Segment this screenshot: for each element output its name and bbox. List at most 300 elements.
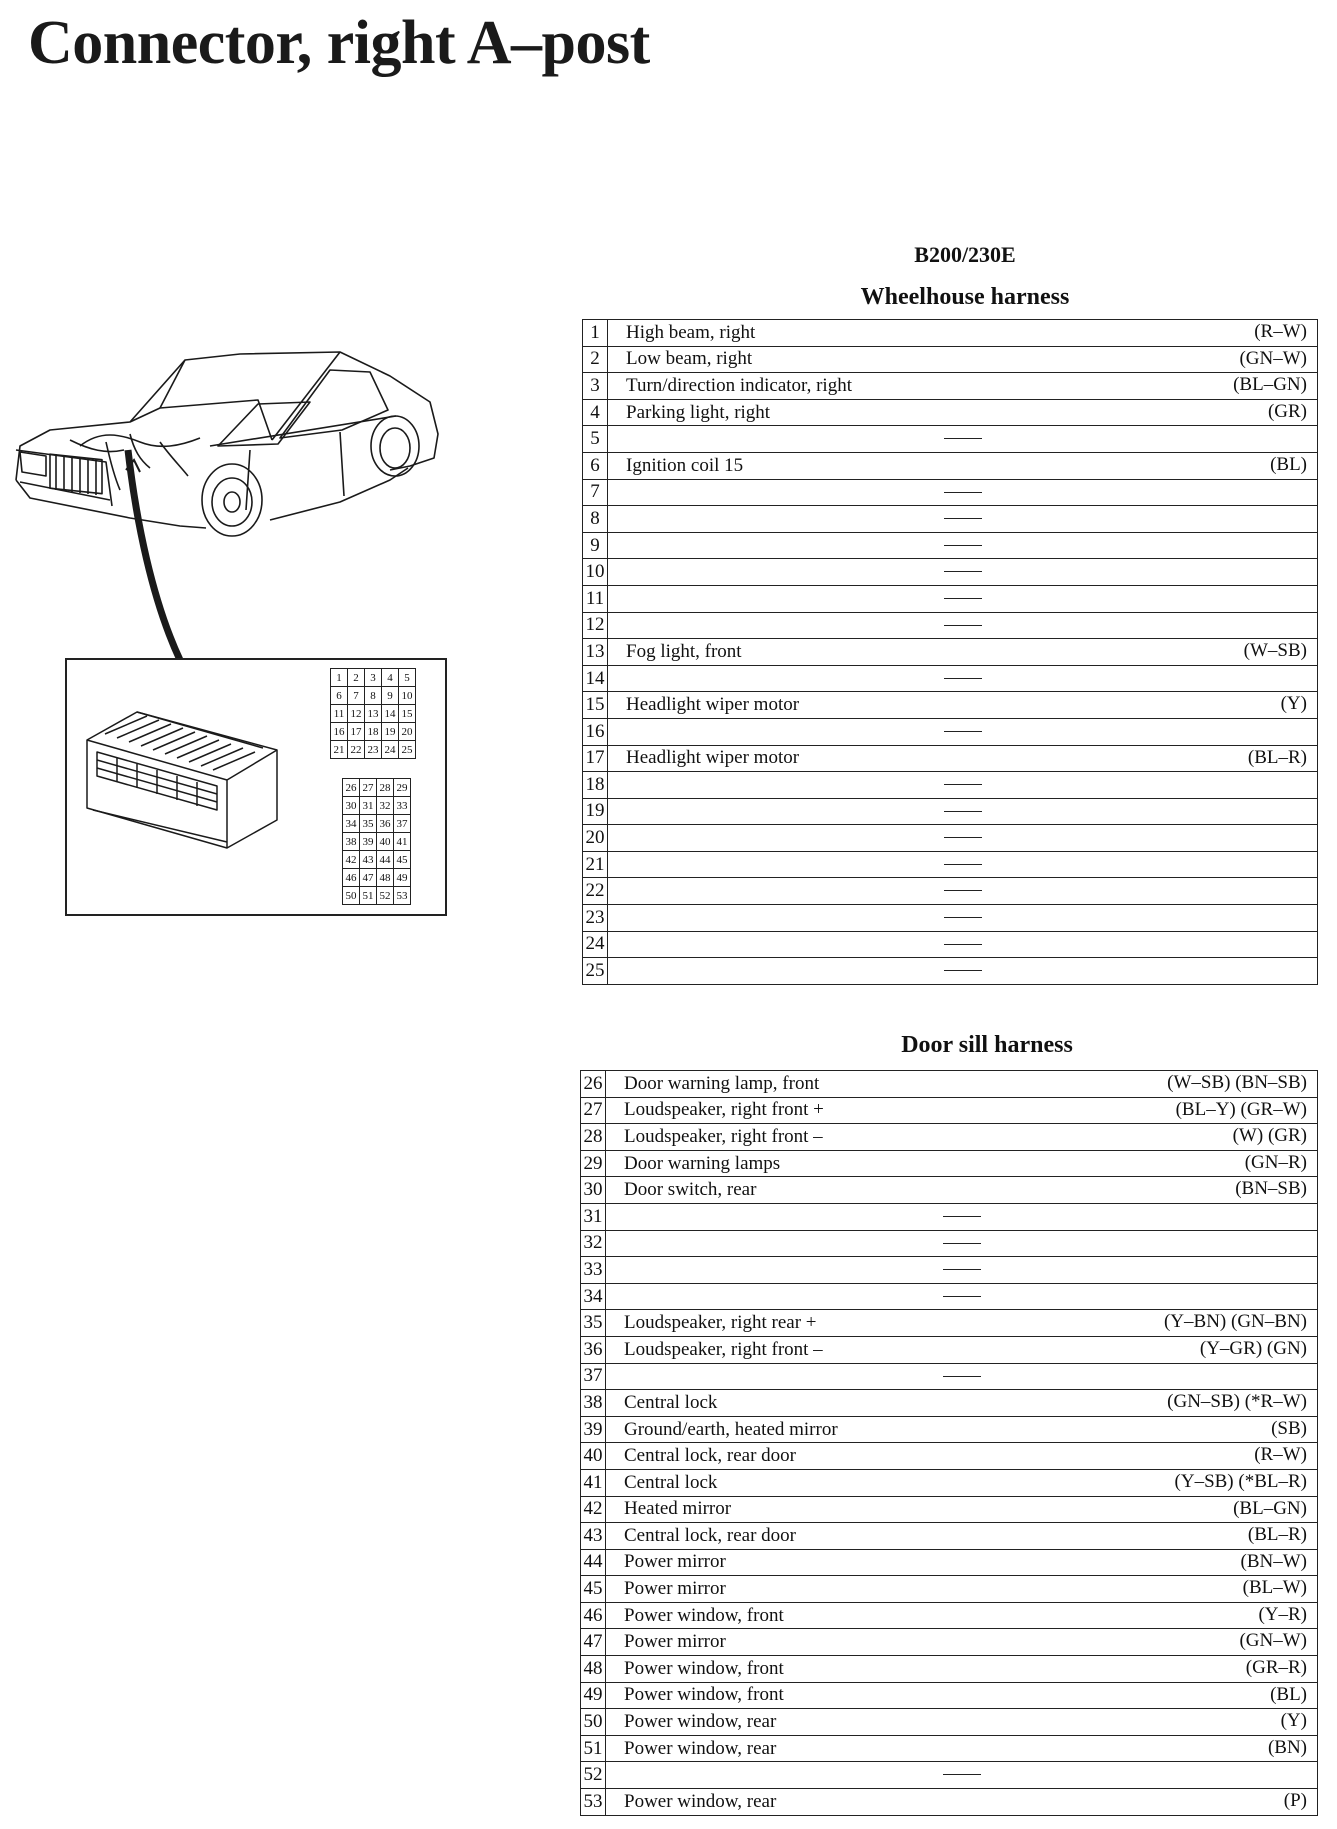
wire-color-code: (GN–W) [1239,1630,1307,1652]
pin-number: 42 [581,1496,606,1523]
pin-function [606,1310,1318,1337]
pin-number: 43 [581,1523,606,1550]
pin-function [606,1709,1318,1736]
table-row [583,905,1318,932]
wire-color-code: (Y–R) [1258,1603,1307,1625]
pin-function [608,798,1318,825]
wire-color-code: (GN–R) [1244,1151,1307,1173]
pin-description: Power mirror [624,1578,726,1600]
unused-pin-dash [943,1243,981,1244]
pin-number: 44 [581,1549,606,1576]
pin-description: Door warning lamp, front [624,1072,820,1094]
pin-function [606,1257,1318,1284]
pin-description: Turn/direction indicator, right [626,374,852,396]
wire-color-code: (Y–SB) (*BL–R) [1174,1470,1307,1492]
pin-function [608,851,1318,878]
pin-function [606,1469,1318,1496]
pin-number: 7 [583,479,608,506]
pinmap-cell: 9 [382,687,399,705]
table-row [583,851,1318,878]
pinmap-cell: 6 [331,687,348,705]
pin-description: Power window, front [624,1657,784,1679]
pinmap-cell: 10 [399,687,416,705]
unused-pin-dash [943,1296,981,1297]
unused-pin-dash [944,837,982,838]
wire-color-code: (BN) [1267,1736,1307,1758]
table-row [583,745,1318,772]
pin-function [606,1097,1318,1124]
pin-function [606,1496,1318,1523]
pinmap-cell: 35 [360,815,377,833]
table-row [581,1549,1318,1576]
unused-pin-dash [944,625,982,626]
unused-pin-dash [944,438,982,439]
pin-description: Power window, rear [624,1737,777,1759]
table-row [581,1310,1318,1337]
pin-number: 18 [583,772,608,799]
pinmap-cell: 43 [360,851,377,869]
pin-description: Power window, front [624,1604,784,1626]
pin-number: 9 [583,532,608,559]
pin-number: 2 [583,346,608,373]
pin-number: 39 [581,1416,606,1443]
pinmap-cell: 30 [343,797,360,815]
pin-function [608,718,1318,745]
pin-number: 20 [583,825,608,852]
unused-pin-dash [944,492,982,493]
table-row [581,1656,1318,1683]
table-row [581,1416,1318,1443]
pin-number: 4 [583,399,608,426]
pinmap-cell: 3 [365,669,382,687]
pin-number: 36 [581,1336,606,1363]
pin-number: 1 [583,320,608,347]
pin-function [608,399,1318,426]
table-row [583,426,1318,453]
pin-number: 47 [581,1629,606,1656]
pin-function [606,1150,1318,1177]
pinmap-cell: 13 [365,705,382,723]
table-row [583,399,1318,426]
pinmap-cell: 8 [365,687,382,705]
wire-color-code: (W) (GR) [1232,1125,1307,1147]
pin-number: 52 [581,1762,606,1789]
table-row [583,346,1318,373]
pin-description: Power mirror [624,1631,726,1653]
pinmap-cell: 5 [399,669,416,687]
engine-label: B200/230E [914,242,1016,267]
pin-description: Loudspeaker, right front – [624,1125,823,1147]
table-row [583,532,1318,559]
pinmap-cell: 1 [331,669,348,687]
table-row [581,1203,1318,1230]
pin-function [606,1177,1318,1204]
wheelhouse-harness-table [582,319,1318,985]
pin-description: Door warning lamps [624,1152,781,1174]
table-row [581,1789,1318,1816]
table-row [581,1150,1318,1177]
pin-number: 21 [583,851,608,878]
unused-pin-dash [943,1269,981,1270]
pinmap-cell: 14 [382,705,399,723]
wire-color-code: (BN–W) [1240,1550,1307,1572]
pin-number: 49 [581,1682,606,1709]
pinmap-cell: 25 [399,741,416,759]
pin-number: 33 [581,1257,606,1284]
pin-function [608,320,1318,347]
table-row [583,452,1318,479]
wire-color-code: (SB) [1271,1417,1307,1439]
wire-color-code: (BL–R) [1247,1524,1307,1546]
pinmap-cell: 32 [377,797,394,815]
pin-function [606,1789,1318,1816]
pin-number: 32 [581,1230,606,1257]
connector-detail-box [65,658,447,916]
unused-pin-dash [944,970,982,971]
wire-color-code: (Y–GR) (GN) [1199,1337,1307,1359]
pin-number: 19 [583,798,608,825]
unused-pin-dash [944,864,982,865]
pin-description: Headlight wiper motor [626,694,800,716]
wheelhouse-harness-title: Wheelhouse harness [860,284,1070,310]
pin-function [608,825,1318,852]
pin-number: 15 [583,692,608,719]
table-row [583,958,1318,985]
table-row [581,1124,1318,1151]
pin-function [606,1735,1318,1762]
pinmap-cell: 18 [365,723,382,741]
table-row [583,931,1318,958]
pin-function [608,452,1318,479]
unused-pin-dash [944,571,982,572]
pinmap-cell: 16 [331,723,348,741]
unused-pin-dash [944,890,982,891]
wire-color-code: (W–SB) [1243,640,1307,662]
table-row [581,1602,1318,1629]
pinmap-cell: 42 [343,851,360,869]
table-row [581,1523,1318,1550]
table-row [583,718,1318,745]
pin-description: Ground/earth, heated mirror [624,1418,838,1440]
pinmap-cell: 38 [343,833,360,851]
wire-color-code: (BL–W) [1242,1577,1307,1599]
pinmap-cell: 20 [399,723,416,741]
pin-number: 34 [581,1283,606,1310]
wire-color-code: (BL–GN) [1233,1497,1307,1519]
pin-function [608,692,1318,719]
pin-number: 22 [583,878,608,905]
pin-function [608,612,1318,639]
pin-description: Loudspeaker, right front – [624,1338,823,1360]
pin-number: 13 [583,639,608,666]
pinmap-cell: 21 [331,741,348,759]
pin-function [608,958,1318,985]
pin-description: Parking light, right [626,401,771,423]
pin-function [608,905,1318,932]
pin-number: 16 [583,718,608,745]
wire-color-code: (R–W) [1254,321,1307,342]
table-row [583,559,1318,586]
pin-description: Power window, front [624,1684,784,1706]
wire-color-code: (GN–SB) (*R–W) [1167,1391,1307,1413]
pinmap-cell: 4 [382,669,399,687]
table-row [581,1230,1318,1257]
pin-number: 10 [583,559,608,586]
wire-color-code: (GN–W) [1239,347,1307,369]
pin-description: Central lock [624,1391,718,1413]
unused-pin-dash [944,678,982,679]
pin-description: Central lock, rear door [624,1445,796,1467]
pin-function [606,1363,1318,1390]
pinmap-cell: 49 [394,869,411,887]
pin-description: Loudspeaker, right rear + [624,1312,817,1334]
pin-number: 14 [583,665,608,692]
wire-color-code: (BN–SB) [1235,1178,1307,1200]
pin-function [606,1576,1318,1603]
pinmap-cell: 46 [343,869,360,887]
wire-color-code: (BL) [1270,453,1307,475]
pin-function [608,745,1318,772]
pinmap-cell: 40 [377,833,394,851]
door-sill-harness-title: Door sill harness [901,1032,1073,1058]
pin-function [608,931,1318,958]
pinmap-cell: 12 [348,705,365,723]
table-row [581,1682,1318,1709]
unused-pin-dash [944,811,982,812]
wire-color-code: (Y–BN) (GN–BN) [1163,1311,1307,1333]
pinmap-cell: 26 [343,779,360,797]
table-row [581,1283,1318,1310]
pin-function [608,373,1318,400]
wire-color-code: (BL–Y) (GR–W) [1175,1098,1307,1120]
pinmap-cell: 51 [360,887,377,905]
pin-function [606,1336,1318,1363]
table-row [581,1469,1318,1496]
pin-function [606,1283,1318,1310]
pin-function [606,1602,1318,1629]
unused-pin-dash [943,1216,981,1217]
pin-number: 48 [581,1656,606,1683]
car-illustration [10,350,450,670]
pin-description: Fog light, front [626,640,742,662]
pin-function [608,878,1318,905]
pin-number: 41 [581,1469,606,1496]
unused-pin-dash [944,518,982,519]
wire-color-code: (BL–GN) [1233,374,1307,396]
pin-function [608,532,1318,559]
pinmap-lower [342,778,411,905]
pin-description: Power window, rear [624,1790,777,1812]
pinmap-cell: 7 [348,687,365,705]
pin-function [608,506,1318,533]
pin-number: 26 [581,1071,606,1098]
pin-number: 53 [581,1789,606,1816]
pin-description: Headlight wiper motor [626,747,800,769]
table-row [581,1390,1318,1417]
pinmap-cell: 36 [377,815,394,833]
pin-number: 31 [581,1203,606,1230]
unused-pin-dash [943,1376,981,1377]
table-row [583,825,1318,852]
pin-number: 23 [583,905,608,932]
pinmap-cell: 50 [343,887,360,905]
pin-function [606,1629,1318,1656]
table-row [583,772,1318,799]
pinmap-cell: 33 [394,797,411,815]
pinmap-cell: 31 [360,797,377,815]
pinmap-cell: 28 [377,779,394,797]
pin-function [606,1656,1318,1683]
pin-function [606,1071,1318,1098]
pin-function [606,1203,1318,1230]
pin-number: 28 [581,1124,606,1151]
pin-description: Loudspeaker, right front + [624,1099,824,1121]
pin-number: 27 [581,1097,606,1124]
pinmap-cell: 44 [377,851,394,869]
pinmap-cell: 19 [382,723,399,741]
pin-description: Central lock, rear door [624,1524,796,1546]
pin-function [608,559,1318,586]
table-row [583,665,1318,692]
table-row [581,1576,1318,1603]
pinmap-cell: 23 [365,741,382,759]
table-row [581,1496,1318,1523]
table-row [581,1709,1318,1736]
pin-number: 24 [583,931,608,958]
wire-color-code: (GR–R) [1245,1657,1307,1679]
pin-function [606,1762,1318,1789]
pinmap-cell: 45 [394,851,411,869]
pin-description: Power window, rear [624,1711,777,1733]
pin-description: Ignition coil 15 [626,454,744,476]
pinmap-cell: 53 [394,887,411,905]
pinmap-cell: 17 [348,723,365,741]
pin-function [606,1549,1318,1576]
pin-number: 40 [581,1443,606,1470]
pin-function [606,1390,1318,1417]
table-row [581,1443,1318,1470]
pin-function [606,1523,1318,1550]
wire-color-code: (Y) [1280,1710,1307,1732]
pin-description: Power mirror [624,1551,726,1573]
pin-number: 3 [583,373,608,400]
unused-pin-dash [944,598,982,599]
table-row [583,878,1318,905]
pinmap-cell: 22 [348,741,365,759]
pin-function [608,639,1318,666]
pin-function [606,1416,1318,1443]
pin-number: 17 [583,745,608,772]
table-row [581,1336,1318,1363]
pin-number: 35 [581,1310,606,1337]
pinmap-cell: 48 [377,869,394,887]
pin-number: 38 [581,1390,606,1417]
pin-number: 25 [583,958,608,985]
table-row [583,585,1318,612]
pin-number: 12 [583,612,608,639]
table-row [581,1629,1318,1656]
wire-color-code: (BL–R) [1247,746,1307,768]
pinmap-cell: 15 [399,705,416,723]
table-row [583,479,1318,506]
table-row [581,1071,1318,1098]
pin-description: Heated mirror [624,1498,732,1520]
pin-function [608,426,1318,453]
wire-color-code: (BL) [1270,1683,1307,1705]
table-row [583,320,1318,347]
pin-description: Door switch, rear [624,1179,757,1201]
table-row [583,798,1318,825]
pinmap-cell: 11 [331,705,348,723]
pinmap-cell: 29 [394,779,411,797]
pin-function [608,479,1318,506]
wire-color-code: (Y) [1280,693,1307,715]
table-row [583,506,1318,533]
unused-pin-dash [944,917,982,918]
pinmap-cell: 24 [382,741,399,759]
pin-function [608,585,1318,612]
unused-pin-dash [944,545,982,546]
table-row [581,1363,1318,1390]
pin-number: 51 [581,1735,606,1762]
table-row [583,612,1318,639]
door-sill-harness-table [580,1070,1318,1816]
pin-number: 29 [581,1150,606,1177]
pinmap-cell: 27 [360,779,377,797]
table-row [581,1257,1318,1284]
pin-number: 11 [583,585,608,612]
pin-description: High beam, right [626,321,756,343]
pinmap-cell: 39 [360,833,377,851]
pinmap-cell: 47 [360,869,377,887]
pinmap-cell: 37 [394,815,411,833]
connector-housing-drawing [77,710,297,850]
pin-function [608,665,1318,692]
pin-number: 37 [581,1363,606,1390]
pin-number: 45 [581,1576,606,1603]
pin-number: 6 [583,452,608,479]
pin-number: 8 [583,506,608,533]
table-row [583,692,1318,719]
wire-color-code: (W–SB) (BN–SB) [1167,1072,1307,1093]
table-row [583,639,1318,666]
pinmap-cell: 34 [343,815,360,833]
pin-description: Central lock [624,1471,718,1493]
pin-number: 30 [581,1177,606,1204]
pin-description: Low beam, right [626,348,753,370]
pin-number: 46 [581,1602,606,1629]
wire-color-code: (GR) [1267,400,1307,422]
pin-number: 5 [583,426,608,453]
pin-function [608,772,1318,799]
pinmap-cell: 41 [394,833,411,851]
unused-pin-dash [943,1774,981,1775]
pin-number: 50 [581,1709,606,1736]
table-row [581,1097,1318,1124]
pinmap-cell: 2 [348,669,365,687]
pin-function [606,1230,1318,1257]
table-row [581,1762,1318,1789]
unused-pin-dash [944,731,982,732]
wire-color-code: (P) [1283,1790,1307,1812]
unused-pin-dash [944,784,982,785]
table-row [581,1177,1318,1204]
table-row [583,373,1318,400]
page-title: Connector, right A–post [28,9,650,77]
wire-color-code: (R–W) [1254,1444,1307,1466]
pin-function [606,1682,1318,1709]
pinmap-cell: 52 [377,887,394,905]
